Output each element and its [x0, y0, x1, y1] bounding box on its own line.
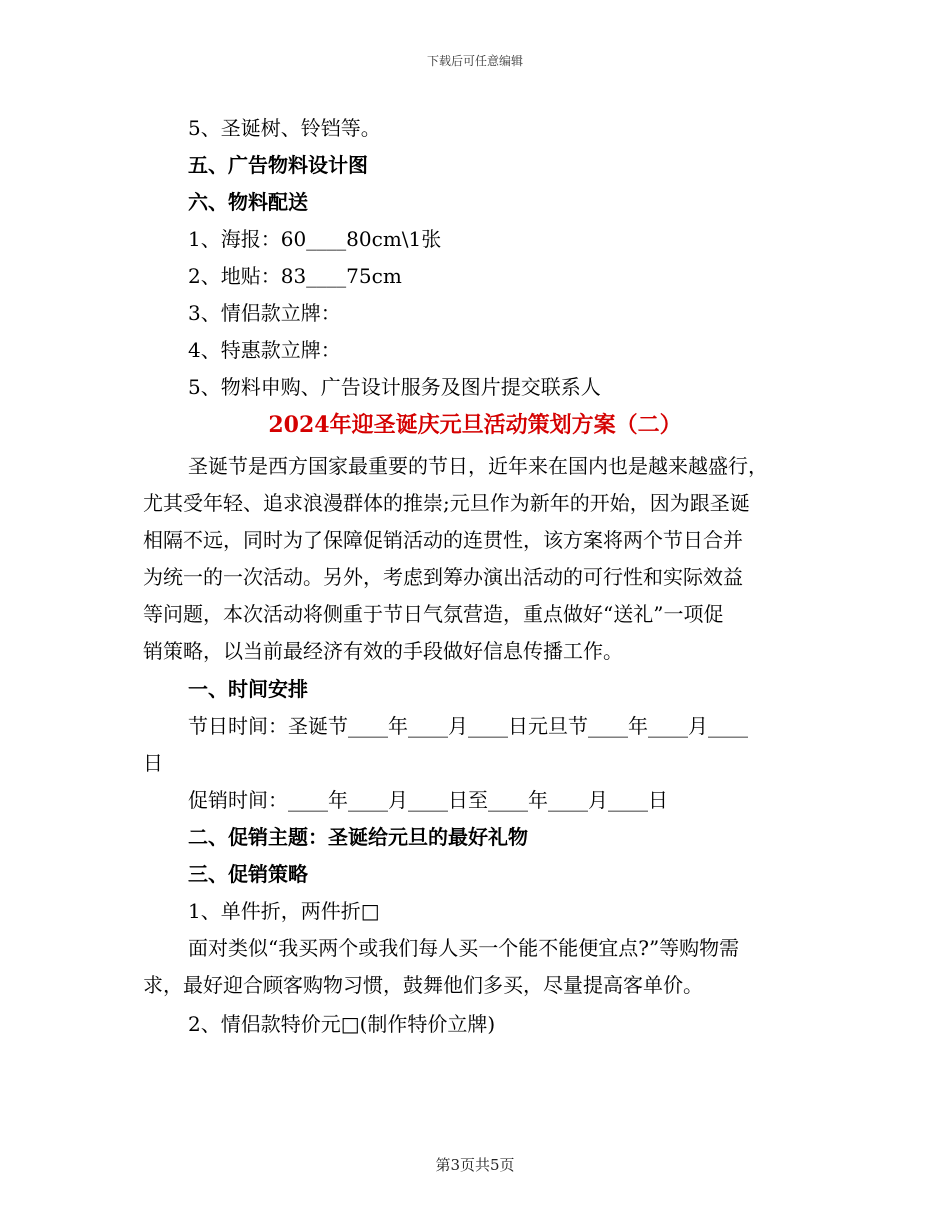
list-item: 3、情侣款立牌： — [188, 301, 341, 325]
list-item: 5、物料申购、广告设计服务及图片提交联系人 — [188, 375, 601, 399]
page-indicator: 第3页共5页 — [435, 1156, 515, 1174]
list-item: 2、情侣款特价元□(制作特价立牌) — [188, 1012, 496, 1036]
paragraph-line: 相隔不远，同时为了保障促销活动的连贯性，该方案将两个节日合并 — [143, 528, 743, 552]
paragraph-line: 为统一的一次活动。另外，考虑到筹办演出活动的可行性和实际效益 — [143, 565, 743, 589]
paragraph-line: 销策略，以当前最经济有效的手段做好信息传播工作。 — [143, 639, 623, 663]
document-title: 2024年迎圣诞庆元旦活动策划方案（二） — [268, 412, 682, 438]
paragraph-line: 等问题，本次活动将侧重于节日气氛营造，重点做好“送礼”一项促 — [143, 602, 724, 626]
paragraph-line: 求，最好迎合顾客购物习惯，鼓舞他们多买，尽量提高客单价。 — [143, 973, 703, 997]
paragraph-line: 圣诞节是西方国家最重要的节日，近年来在国内也是越来越盛行， — [188, 454, 768, 478]
promo-time-line: 促销时间：____年____月____日至____年____月____日 — [188, 788, 668, 812]
paragraph-line: 面对类似“我买两个或我们每人买一个能不能便宜点?”等购物需 — [188, 936, 740, 960]
section-heading: 二、促销主题：圣诞给元旦的最好礼物 — [188, 825, 528, 849]
section-heading: 五、广告物料设计图 — [188, 153, 368, 177]
holiday-time-line-cont: 日 — [143, 751, 163, 775]
list-item: 2、地贴：83____75cm — [188, 264, 402, 288]
list-item: 1、单件折，两件折□ — [188, 899, 380, 923]
list-item: 4、特惠款立牌： — [188, 338, 341, 362]
list-item: 5、圣诞树、铃铛等。 — [188, 116, 381, 140]
header-note: 下载后可任意编辑 — [426, 54, 523, 68]
section-heading: 六、物料配送 — [188, 190, 308, 214]
section-heading: 一、时间安排 — [188, 677, 308, 701]
section-heading: 三、促销策略 — [188, 862, 308, 886]
holiday-time-line: 节日时间：圣诞节____年____月____日元旦节____年____月____ — [188, 714, 748, 738]
list-item: 1、海报：60____80cm\1张 — [188, 227, 442, 251]
paragraph-line: 尤其受年轻、追求浪漫群体的推崇;元旦作为新年的开始，因为跟圣诞 — [143, 491, 750, 515]
